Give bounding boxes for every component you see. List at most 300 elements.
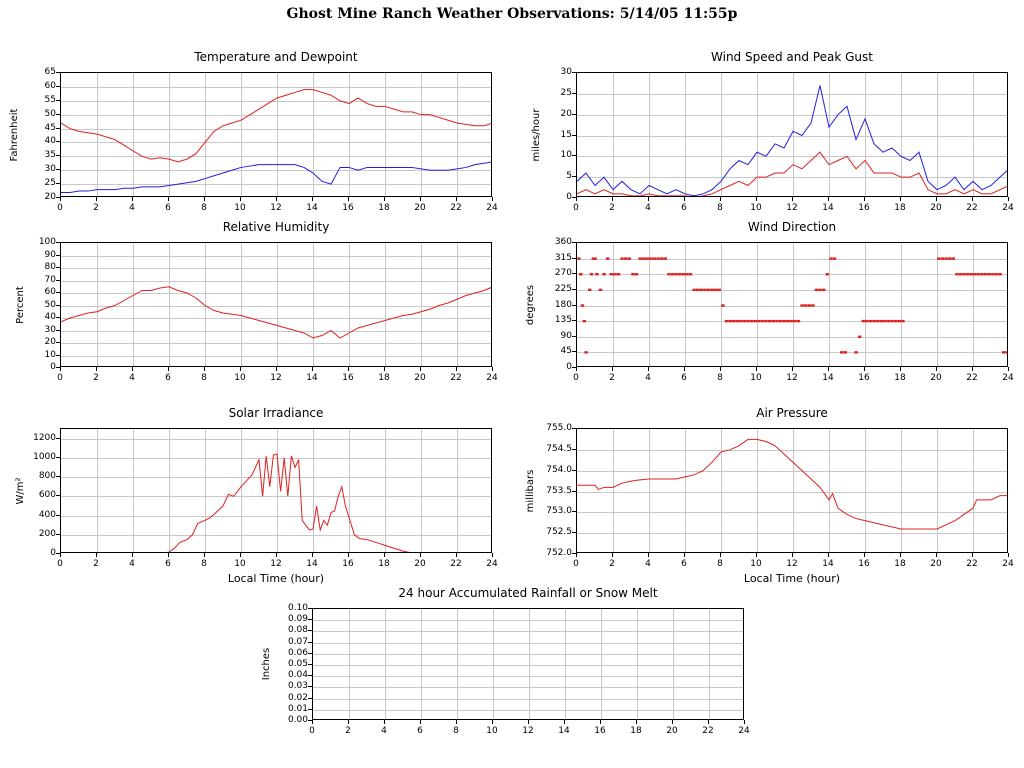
x-tick-label: 18 — [630, 726, 642, 736]
data-point — [638, 257, 641, 259]
chart-title-winddir: Wind Direction — [747, 220, 837, 234]
y-tick-mark — [572, 532, 576, 533]
y-tick-label: 752.5 — [546, 527, 572, 538]
x-tick-mark — [720, 367, 721, 371]
y-tick-label: 0.05 — [287, 659, 308, 669]
data-point — [757, 320, 760, 322]
x-tick-label: 20 — [414, 203, 426, 213]
x-tick-mark — [168, 553, 169, 557]
x-tick-mark — [96, 197, 97, 201]
x-tick-label: 6 — [165, 203, 171, 213]
y-tick-label: 0.04 — [287, 670, 308, 681]
data-point — [620, 257, 623, 259]
x-tick-mark — [648, 553, 649, 557]
data-point — [664, 257, 667, 259]
y-tick-label: 0.08 — [287, 625, 308, 636]
x-tick-mark — [132, 367, 133, 371]
plot-area-winddir — [576, 242, 1008, 367]
x-tick-label: 16 — [342, 203, 354, 213]
x-tick-label: 6 — [165, 559, 171, 569]
y-tick-label: 10 — [44, 349, 56, 360]
y-tick-mark — [572, 428, 576, 429]
series-layer-humidity — [61, 243, 492, 367]
x-tick-label: 14 — [306, 203, 318, 213]
y-tick-mark — [308, 630, 312, 631]
y-tick-label: 35 — [44, 150, 56, 161]
x-tick-mark — [420, 720, 421, 724]
y-tick-label: 80 — [44, 262, 56, 272]
data-point — [811, 304, 814, 306]
x-tick-mark — [792, 367, 793, 371]
data-point — [988, 273, 991, 275]
x-tick-label: 22 — [450, 203, 462, 213]
series-line-1 — [577, 152, 1008, 197]
data-point — [721, 304, 724, 306]
x-tick-label: 14 — [822, 373, 834, 383]
data-point — [649, 257, 652, 259]
plot-area-solar — [60, 428, 492, 553]
y-tick-label: 90 — [560, 330, 572, 341]
x-tick-label: 10 — [486, 726, 498, 736]
x-tick-label: 2 — [93, 203, 99, 213]
data-point — [973, 273, 976, 275]
y-tick-label: 0 — [566, 362, 572, 372]
y-tick-mark — [56, 267, 60, 268]
x-tick-mark — [240, 367, 241, 371]
chart-panel-solar — [15, 406, 498, 585]
data-point — [829, 257, 832, 259]
data-point — [646, 257, 649, 259]
y-tick-mark — [572, 511, 576, 512]
data-point — [736, 320, 739, 322]
y-tick-label: 70 — [44, 274, 56, 285]
data-point — [667, 273, 670, 275]
y-axis-label-solar: W/m² — [15, 476, 26, 505]
x-tick-mark — [384, 720, 385, 724]
data-point — [750, 320, 753, 322]
x-tick-mark — [168, 367, 169, 371]
data-point — [628, 257, 631, 259]
y-tick-mark — [56, 457, 60, 458]
y-tick-label: 755.0 — [546, 423, 572, 433]
x-tick-mark — [276, 367, 277, 371]
data-point — [772, 320, 775, 322]
x-tick-mark — [936, 553, 937, 557]
x-tick-mark — [900, 367, 901, 371]
x-tick-label: 16 — [858, 559, 870, 569]
data-point — [998, 273, 1001, 275]
y-tick-label: 753.0 — [546, 506, 572, 517]
x-tick-mark — [60, 553, 61, 557]
x-tick-mark — [744, 720, 745, 724]
x-tick-mark — [528, 720, 529, 724]
x-tick-label: 12 — [786, 373, 798, 383]
x-tick-label: 8 — [717, 559, 723, 569]
x-tick-mark — [936, 197, 937, 201]
y-tick-mark — [56, 141, 60, 142]
x-tick-label: 20 — [930, 373, 942, 383]
x-tick-mark — [612, 553, 613, 557]
data-point — [728, 320, 731, 322]
x-tick-mark — [204, 553, 205, 557]
series-line-0 — [61, 90, 492, 162]
data-point — [991, 273, 994, 275]
y-tick-label: 753.5 — [546, 485, 572, 496]
data-point — [854, 351, 857, 353]
x-tick-label: 0 — [573, 373, 579, 383]
y-tick-mark — [572, 72, 576, 73]
data-point — [840, 351, 843, 353]
x-tick-mark — [384, 553, 385, 557]
data-point — [822, 289, 825, 291]
y-tick-mark — [56, 355, 60, 356]
x-tick-mark — [972, 197, 973, 201]
data-point — [887, 320, 890, 322]
y-tick-mark — [56, 438, 60, 439]
data-point — [901, 320, 904, 322]
y-tick-mark — [56, 330, 60, 331]
y-tick-label: 1200 — [33, 432, 56, 443]
x-tick-mark — [312, 720, 313, 724]
y-tick-mark — [572, 155, 576, 156]
data-point — [995, 273, 998, 275]
y-tick-label: 15 — [560, 129, 572, 140]
data-point — [797, 320, 800, 322]
series-line-0 — [61, 287, 492, 338]
x-tick-label: 0 — [309, 726, 315, 736]
page-title: Ghost Mine Ranch Weather Observations: 5/14/05 11:55p — [286, 6, 738, 22]
data-point — [800, 304, 803, 306]
y-tick-mark — [56, 317, 60, 318]
x-tick-label: 4 — [129, 559, 135, 569]
plot-area-wind — [576, 72, 1008, 197]
y-axis-label-pressure: millibars — [525, 469, 536, 512]
y-tick-mark — [56, 534, 60, 535]
series-layer-pressure — [577, 429, 1008, 553]
x-tick-mark — [492, 197, 493, 201]
x-tick-label: 22 — [450, 373, 462, 383]
data-point — [1002, 351, 1005, 353]
x-tick-mark — [312, 367, 313, 371]
x-tick-mark — [276, 553, 277, 557]
data-point — [959, 273, 962, 275]
data-point — [710, 289, 713, 291]
x-tick-mark — [384, 197, 385, 201]
y-tick-mark — [572, 242, 576, 243]
series-layer-wind — [577, 73, 1008, 197]
x-tick-label: 8 — [201, 559, 207, 569]
x-tick-label: 18 — [894, 559, 906, 569]
data-point — [579, 273, 582, 275]
y-tick-mark — [572, 258, 576, 259]
data-point — [966, 273, 969, 275]
x-tick-mark — [132, 197, 133, 201]
x-tick-label: 6 — [681, 203, 687, 213]
x-tick-label: 4 — [645, 373, 651, 383]
y-tick-mark — [572, 320, 576, 321]
x-tick-mark — [900, 197, 901, 201]
x-tick-mark — [828, 553, 829, 557]
y-tick-mark — [308, 698, 312, 699]
data-point — [714, 289, 717, 291]
x-tick-label: 0 — [57, 373, 63, 383]
x-tick-label: 12 — [270, 373, 282, 383]
data-point — [739, 320, 742, 322]
y-tick-label: 60 — [44, 287, 56, 297]
y-tick-label: 45 — [560, 346, 572, 357]
x-tick-mark — [648, 197, 649, 201]
x-tick-mark — [612, 197, 613, 201]
data-point — [786, 320, 789, 322]
x-tick-label: 16 — [858, 373, 870, 383]
data-point — [880, 320, 883, 322]
x-tick-mark — [132, 553, 133, 557]
x-tick-mark — [1008, 553, 1009, 557]
data-point — [689, 273, 692, 275]
data-point — [707, 289, 710, 291]
y-tick-mark — [56, 183, 60, 184]
plot-area-temp — [60, 72, 492, 197]
x-tick-label: 6 — [681, 559, 687, 569]
x-tick-mark — [600, 720, 601, 724]
data-point — [865, 320, 868, 322]
data-point — [761, 320, 764, 322]
y-tick-label: 752.0 — [546, 548, 572, 558]
x-tick-mark — [240, 197, 241, 201]
x-tick-mark — [684, 197, 685, 201]
y-tick-label: 754.5 — [546, 443, 572, 454]
x-tick-mark — [60, 197, 61, 201]
x-tick-mark — [204, 367, 205, 371]
chart-panel-rain — [261, 586, 750, 736]
y-tick-mark — [56, 515, 60, 516]
y-tick-label: 1000 — [33, 451, 56, 462]
data-point — [898, 320, 901, 322]
series-line-1 — [61, 162, 492, 193]
x-tick-mark — [936, 367, 937, 371]
x-tick-label: 18 — [378, 373, 390, 383]
x-tick-label: 16 — [342, 559, 354, 569]
data-point — [782, 320, 785, 322]
data-point — [980, 273, 983, 275]
x-tick-label: 24 — [486, 373, 498, 383]
y-tick-label: 135 — [554, 315, 572, 326]
x-tick-label: 0 — [57, 203, 63, 213]
data-point — [754, 320, 757, 322]
data-point — [674, 273, 677, 275]
y-tick-label: 10 — [560, 150, 572, 161]
y-tick-label: 0.07 — [287, 636, 308, 647]
x-tick-label: 22 — [966, 373, 978, 383]
x-tick-label: 20 — [930, 559, 942, 569]
x-tick-label: 4 — [129, 373, 135, 383]
x-tick-mark — [240, 553, 241, 557]
x-tick-mark — [312, 197, 313, 201]
data-point — [590, 273, 593, 275]
y-tick-mark — [308, 608, 312, 609]
data-point — [624, 257, 627, 259]
data-point — [955, 273, 958, 275]
y-axis-label-humidity: Percent — [15, 285, 26, 324]
data-point — [606, 257, 609, 259]
data-point — [725, 320, 728, 322]
data-point — [660, 257, 663, 259]
y-tick-mark — [308, 664, 312, 665]
x-tick-mark — [576, 197, 577, 201]
x-tick-mark — [900, 553, 901, 557]
data-point — [581, 304, 584, 306]
x-tick-mark — [204, 197, 205, 201]
x-tick-label: 10 — [234, 373, 246, 383]
y-tick-mark — [572, 305, 576, 306]
y-tick-mark — [308, 709, 312, 710]
x-tick-mark — [792, 197, 793, 201]
y-tick-label: 0.03 — [287, 681, 308, 692]
data-point — [883, 320, 886, 322]
x-tick-label: 8 — [201, 203, 207, 213]
y-tick-label: 180 — [554, 299, 572, 310]
y-tick-label: 60 — [44, 80, 56, 91]
data-point — [743, 320, 746, 322]
y-tick-label: 50 — [44, 108, 56, 119]
y-tick-label: 0 — [50, 548, 56, 558]
chart-title-humidity: Relative Humidity — [222, 220, 330, 234]
x-tick-label: 4 — [381, 726, 387, 736]
x-tick-label: 22 — [450, 559, 462, 569]
series-layer-solar — [61, 429, 492, 553]
x-tick-label: 10 — [234, 203, 246, 213]
x-tick-label: 18 — [378, 203, 390, 213]
data-point — [746, 320, 749, 322]
y-tick-mark — [572, 93, 576, 94]
x-tick-mark — [648, 367, 649, 371]
data-point — [833, 257, 836, 259]
x-tick-mark — [492, 367, 493, 371]
x-tick-label: 4 — [645, 559, 651, 569]
x-tick-label: 4 — [645, 203, 651, 213]
y-tick-mark — [572, 135, 576, 136]
x-tick-label: 14 — [822, 559, 834, 569]
chart-panel-temp — [9, 50, 498, 213]
chart-panel-humidity — [15, 220, 498, 383]
data-point — [635, 273, 638, 275]
y-tick-label: 0.09 — [287, 614, 308, 625]
data-point — [952, 257, 955, 259]
data-point — [610, 273, 613, 275]
y-tick-label: 0.01 — [287, 703, 308, 714]
y-tick-label: 600 — [38, 490, 56, 501]
y-tick-mark — [572, 176, 576, 177]
x-tick-mark — [864, 367, 865, 371]
x-tick-mark — [564, 720, 565, 724]
x-tick-label: 24 — [486, 559, 498, 569]
y-tick-label: 200 — [38, 528, 56, 539]
data-point — [696, 289, 699, 291]
x-tick-mark — [456, 367, 457, 371]
x-tick-label: 10 — [750, 559, 762, 569]
data-point — [593, 257, 596, 259]
x-tick-label: 20 — [414, 373, 426, 383]
y-tick-label: 30 — [44, 324, 56, 335]
y-tick-mark — [56, 280, 60, 281]
y-tick-mark — [572, 491, 576, 492]
data-point — [779, 320, 782, 322]
chart-panel-pressure — [525, 406, 1014, 585]
data-point — [588, 289, 591, 291]
data-point — [876, 320, 879, 322]
y-axis-label-rain: Inches — [261, 647, 272, 681]
y-tick-label: 0.02 — [287, 692, 308, 703]
x-tick-mark — [492, 720, 493, 724]
x-tick-mark — [708, 720, 709, 724]
x-tick-label: 2 — [609, 373, 615, 383]
series-line-0 — [577, 439, 1008, 529]
x-tick-label: 6 — [165, 373, 171, 383]
data-point — [804, 304, 807, 306]
data-point — [1006, 351, 1008, 353]
x-tick-label: 22 — [702, 726, 714, 736]
x-tick-mark — [756, 367, 757, 371]
series-line-0 — [577, 86, 1008, 196]
x-tick-mark — [420, 553, 421, 557]
x-tick-label: 8 — [717, 203, 723, 213]
data-point — [732, 320, 735, 322]
x-tick-label: 22 — [966, 559, 978, 569]
data-point — [948, 257, 951, 259]
data-point — [977, 273, 980, 275]
y-tick-mark — [572, 470, 576, 471]
x-tick-mark — [576, 367, 577, 371]
x-tick-mark — [456, 720, 457, 724]
y-tick-mark — [572, 289, 576, 290]
y-tick-mark — [308, 675, 312, 676]
x-tick-label: 8 — [201, 373, 207, 383]
data-point — [656, 257, 659, 259]
y-tick-mark — [56, 305, 60, 306]
data-point — [872, 320, 875, 322]
data-point — [718, 289, 721, 291]
x-tick-label: 2 — [93, 373, 99, 383]
x-tick-mark — [312, 553, 313, 557]
x-tick-label: 16 — [594, 726, 606, 736]
data-point — [584, 351, 587, 353]
y-axis-label-wind: miles/hour — [531, 108, 542, 161]
data-point — [826, 273, 829, 275]
y-tick-mark — [56, 255, 60, 256]
series-layer-temp — [61, 73, 492, 197]
y-tick-label: 315 — [554, 252, 572, 263]
y-tick-mark — [56, 476, 60, 477]
x-tick-label: 20 — [414, 559, 426, 569]
data-point — [775, 320, 778, 322]
data-point — [631, 273, 634, 275]
y-tick-mark — [572, 351, 576, 352]
x-tick-label: 12 — [786, 203, 798, 213]
x-tick-label: 20 — [930, 203, 942, 213]
data-point — [617, 273, 620, 275]
data-point — [894, 320, 897, 322]
x-tick-label: 18 — [894, 373, 906, 383]
x-tick-mark — [348, 720, 349, 724]
x-tick-label: 24 — [738, 726, 750, 736]
x-tick-mark — [972, 367, 973, 371]
x-tick-label: 18 — [378, 559, 390, 569]
x-tick-mark — [864, 553, 865, 557]
x-tick-label: 24 — [1002, 559, 1014, 569]
y-tick-label: 270 — [554, 268, 572, 279]
data-point — [869, 320, 872, 322]
series-layer-winddir — [577, 243, 1008, 367]
